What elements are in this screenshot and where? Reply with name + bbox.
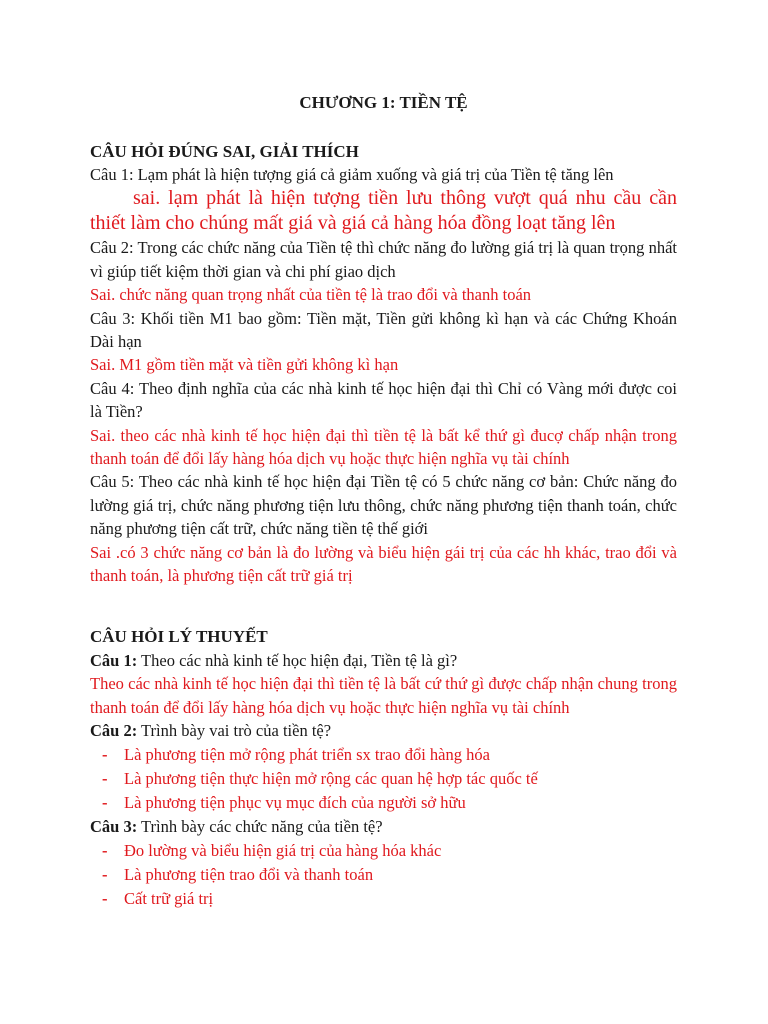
question-1: Câu 1: Lạm phát là hiện tượng giá cả giảm xuống và giá trị của Tiền tệ tăng lên [90, 165, 614, 184]
list-item-text: Là phương tiện phục vụ mục đích của người sở hữu [124, 793, 466, 813]
section-true-false [90, 140, 677, 588]
list-item-text: Cất trữ giá trị [124, 889, 214, 909]
list-item [90, 743, 677, 767]
question-5: Câu 5: Theo các nhà kinh tế học hiện đại Tiền tệ có 5 chức năng cơ bản: Chức năng đo lường giá trị, chức năng phương tiện lưu thông, chức năng phương tiện thanh toán, chức năng phương tiện cất trữ, chức năng tiền tệ thế giới [90, 472, 677, 539]
question-4: Câu 4: Theo định nghĩa của các nhà kinh tế học hiện đại thì Chỉ có Vàng mới được coi là Tiền? [90, 378, 677, 422]
question-text: Trình bày các chức năng của tiền tệ? [137, 817, 383, 837]
list-item [90, 791, 677, 815]
list-item [90, 767, 677, 791]
section-heading: CÂU HỎI ĐÚNG SAI, GIẢI THÍCH [90, 142, 359, 161]
dash-bullet: - [102, 768, 108, 788]
section-heading: CÂU HỎI LÝ THUYẾT [90, 627, 268, 646]
question-label: Câu 3: [90, 817, 138, 837]
dash-bullet: - [102, 840, 108, 860]
answer-2: Sai. chức năng quan trọng nhất của tiền tệ là trao đổi và thanh toán [90, 285, 532, 305]
answer-4: Sai. theo các nhà kinh tế học hiện đại thì tiền tệ là bất kể thứ gì đucợ chấp nhận trong thanh toán để đổi lấy hàng hóa dịch vụ hoặc thực hiện nghĩa vụ tài chính [90, 425, 677, 469]
question-text: Theo các nhà kinh tế học hiện đại, Tiền tệ là gì? [137, 651, 458, 670]
dash-bullet: - [102, 864, 108, 884]
theory-question-3 [90, 815, 677, 838]
question-label: Câu 1: [90, 651, 138, 670]
list-item-text: Là phương tiện mở rộng phát triển sx trao đổi hàng hóa [124, 744, 490, 764]
list-item-text: Là phương tiện trao đổi và thanh toán [124, 864, 374, 884]
answer-1: sai. lạm phát là hiện tượng tiền lưu thông vượt quá nhu cầu cần thiết làm cho chúng mất giá và giá cả hàng hóa đồng loạt tăng lên [90, 187, 677, 235]
question-2: Câu 2: Trong các chức năng của Tiền tệ thì chức năng đo lường giá trị là quan trọng nhất vì giúp tiết kiệm thời gian và chi phí giao dịch [90, 238, 677, 281]
dash-bullet: - [102, 889, 108, 909]
list-item-text: Là phương tiện thực hiện mở rộng các quan hệ hợp tác quốc tế [124, 768, 538, 788]
answer-3: Sai. M1 gồm tiền mặt và tiền gửi không kì hạn [90, 355, 399, 375]
list-item [90, 839, 677, 863]
dash-bullet: - [102, 744, 108, 764]
question-label: Câu 2: [90, 721, 138, 741]
dash-bullet: - [102, 793, 108, 813]
question-text: Trình bày vai trò của tiền tệ? [137, 721, 332, 741]
role-list [90, 743, 677, 816]
section-theory [90, 625, 677, 911]
answer-5: Sai .có 3 chức năng cơ bản là đo lường và biểu hiện gái trị của các hh khác, trao đổi và thanh toán, là phương tiện cất trữ giá trị [90, 542, 677, 586]
list-item-text: Đo lường và biểu hiện giá trị của hàng hóa khác [124, 840, 442, 860]
theory-answer-1: Theo các nhà kinh tế học hiện đại thì tiền tệ là bất cứ thứ gì được chấp nhận chung trong thanh toán để đổi lấy hàng hóa dịch vụ hoặc thực hiện nghĩa vụ tài chính [90, 674, 677, 717]
theory-question-1 [90, 649, 677, 672]
chapter-title: CHƯƠNG 1: TIỀN TỆ [299, 93, 468, 112]
function-list [90, 839, 677, 912]
list-item [90, 863, 677, 887]
theory-question-2 [90, 719, 677, 742]
list-item [90, 887, 677, 911]
question-3: Câu 3: Khối tiền M1 bao gồm: Tiền mặt, Tiền gửi không kì hạn và các Chứng Khoán Dài hạn [90, 308, 677, 352]
